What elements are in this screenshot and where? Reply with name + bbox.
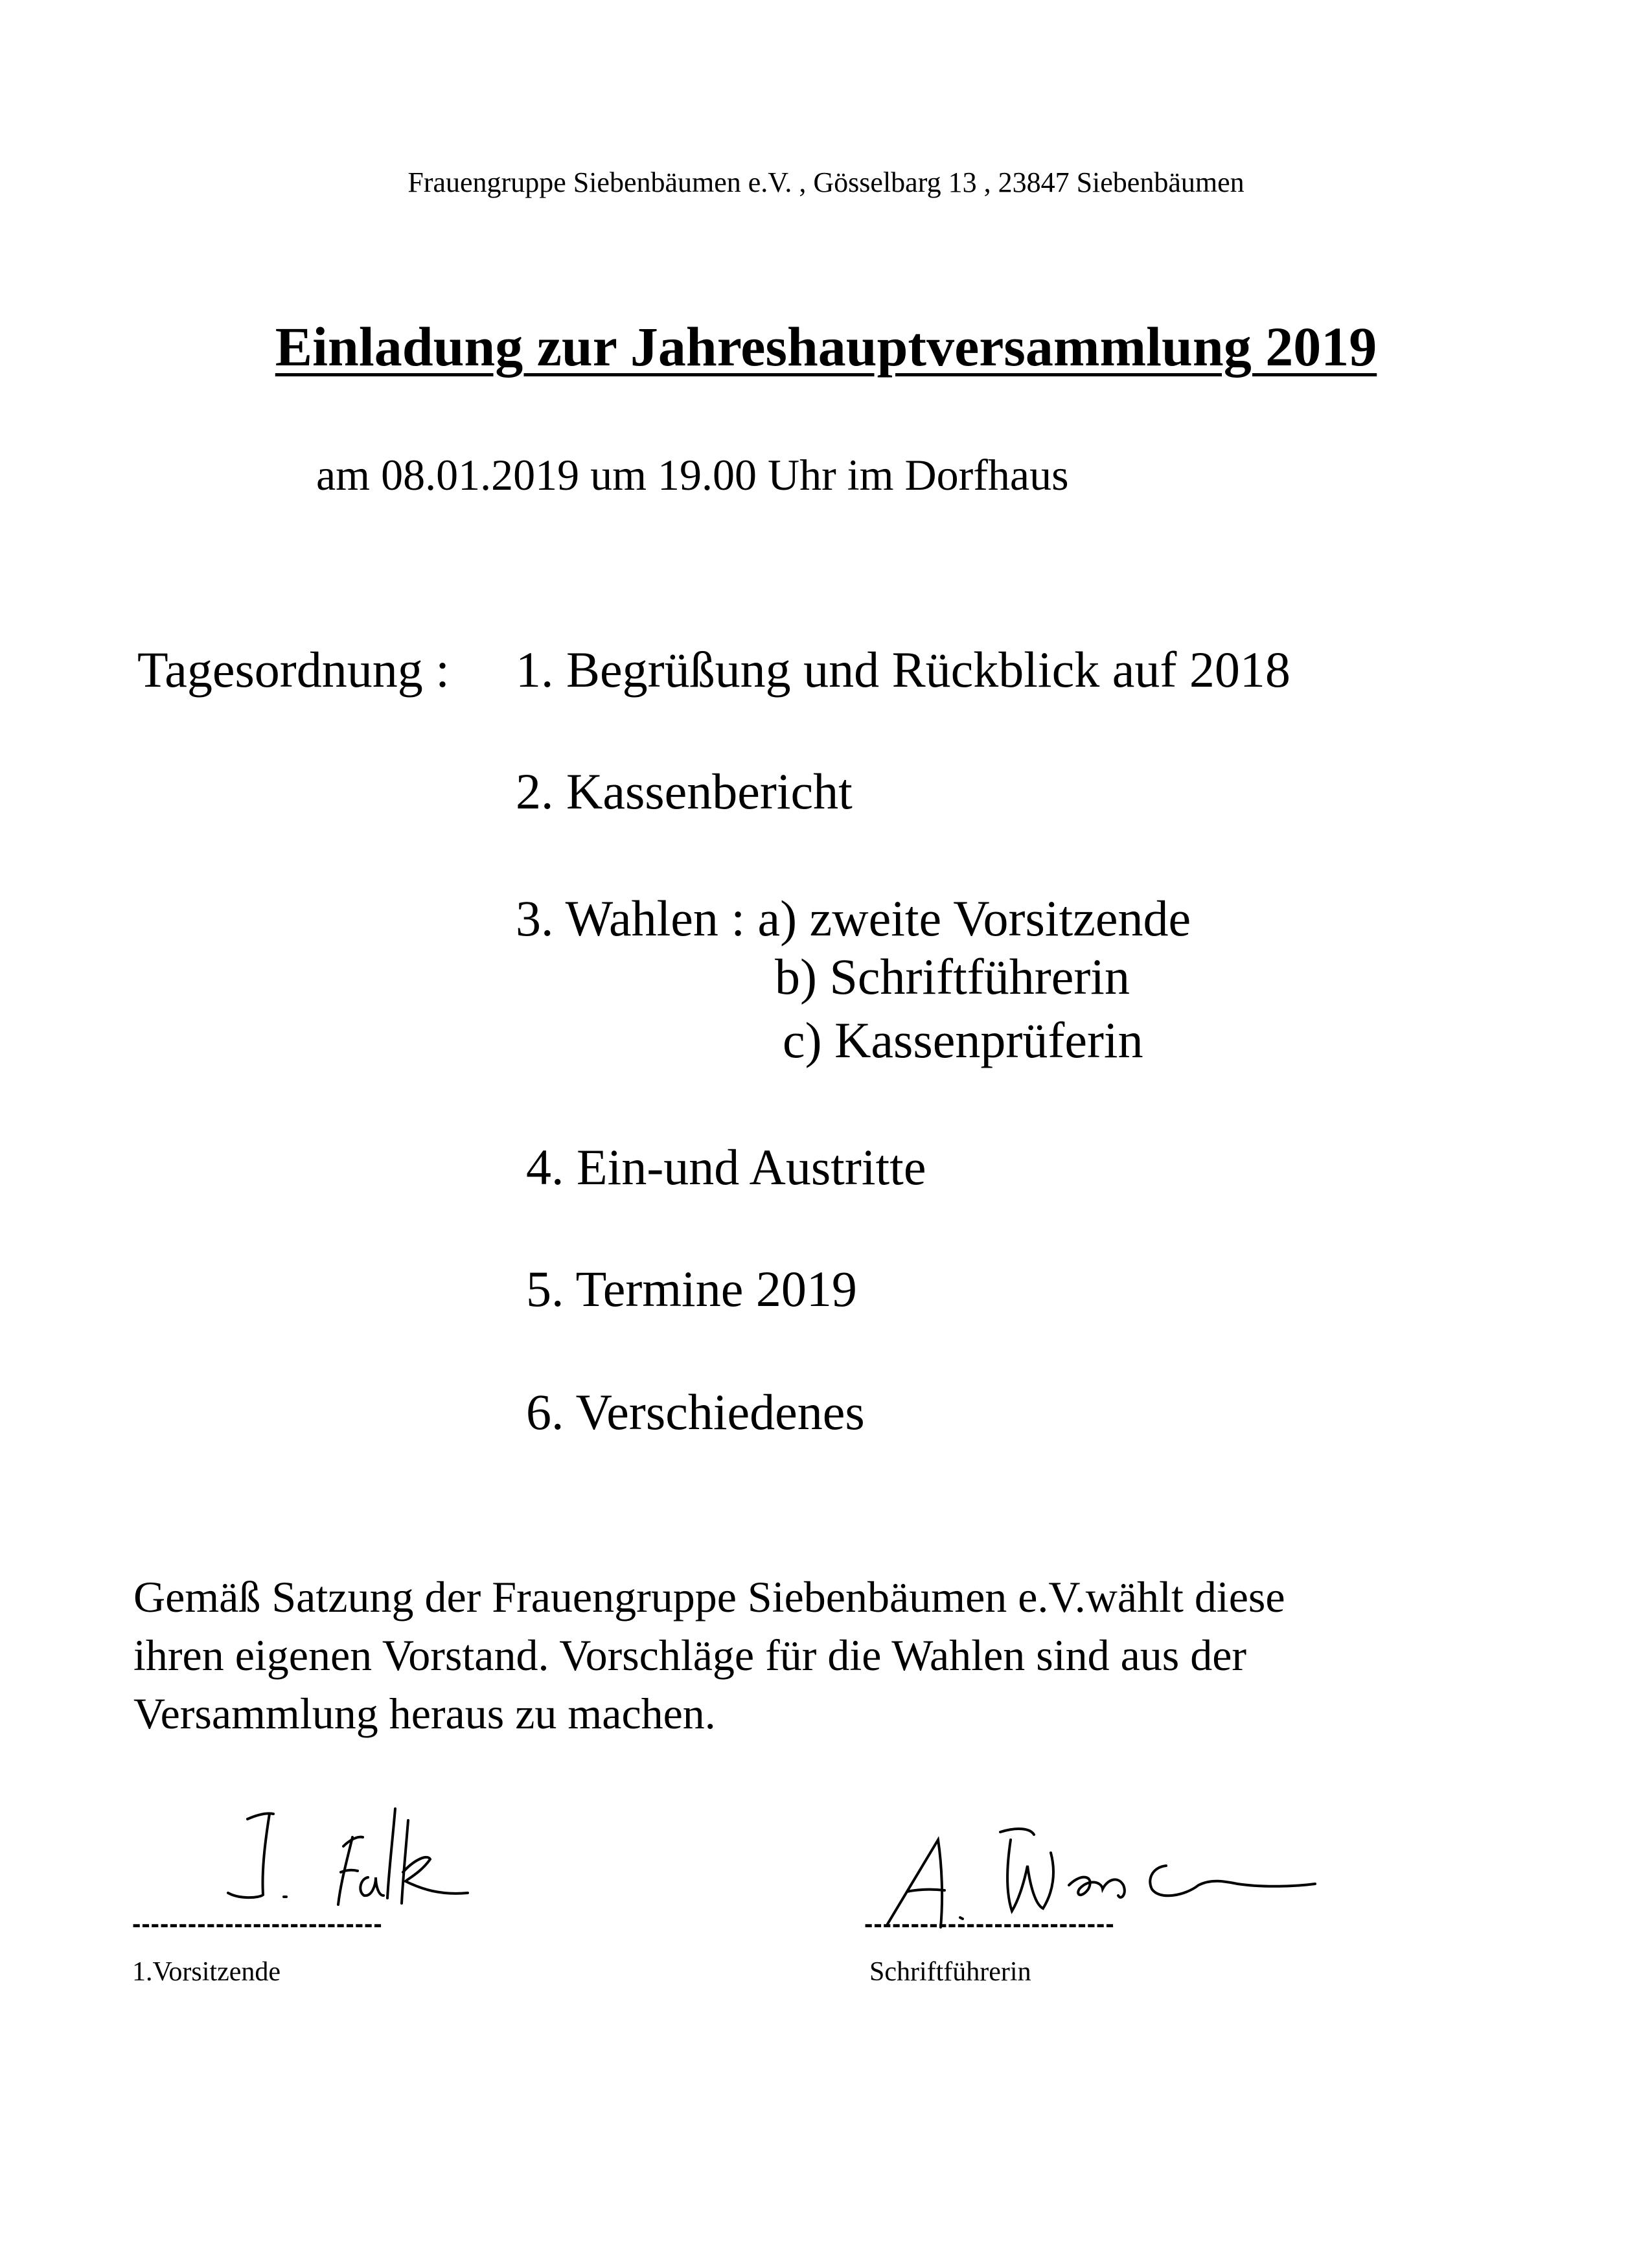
signature-role-right: Schriftführerin [869, 1957, 1031, 1987]
signature-left-icon [214, 1794, 512, 1924]
agenda-item-1: 1. Begrüßung und Rückblick auf 2018 [516, 641, 1291, 698]
signature-line-left: --------------------------- [132, 1910, 383, 1938]
agenda-item-2: 2. Kassenbericht [516, 763, 853, 819]
notice-line-3: Versammlung heraus zu machen. [133, 1689, 716, 1738]
agenda-item-3b: b) Schriftführerin [775, 948, 1130, 1005]
sender-address: Frauengruppe Siebenbäumen e.V. , Gösselbarg 13 , 23847 Siebenbäumen [407, 166, 1245, 198]
agenda-item-3c: c) Kassenprüferin [783, 1012, 1143, 1068]
date-line: am 08.01.2019 um 19.00 Uhr im Dorfhaus [316, 450, 1069, 499]
notice-line-1: Gemäß Satzung der Frauengruppe Siebenbäumen e.V.wählt diese [133, 1572, 1285, 1621]
notice-line-2: ihren eigenen Vorstand. Vorschläge für die Wahlen sind aus der [133, 1631, 1247, 1680]
document-title [0, 311, 1652, 382]
agenda-item-3: 3. Wahlen : a) zweite Vorsitzende [516, 890, 1191, 946]
notice-paragraph [133, 1568, 1520, 1743]
agenda-item-5: 5. Termine 2019 [526, 1261, 857, 1317]
agenda-item-4: 4. Ein-und Austritte [526, 1139, 926, 1195]
signature-role-left: 1.Vorsitzende [132, 1957, 281, 1987]
signature-line-right: --------------------------- [864, 1910, 1115, 1938]
agenda-label: Tagesordnung : [137, 641, 450, 698]
agenda-item-6: 6. Verschiedenes [526, 1384, 865, 1440]
document-title-text: Einladung zur Jahreshauptversammlung 2019 [275, 315, 1377, 378]
